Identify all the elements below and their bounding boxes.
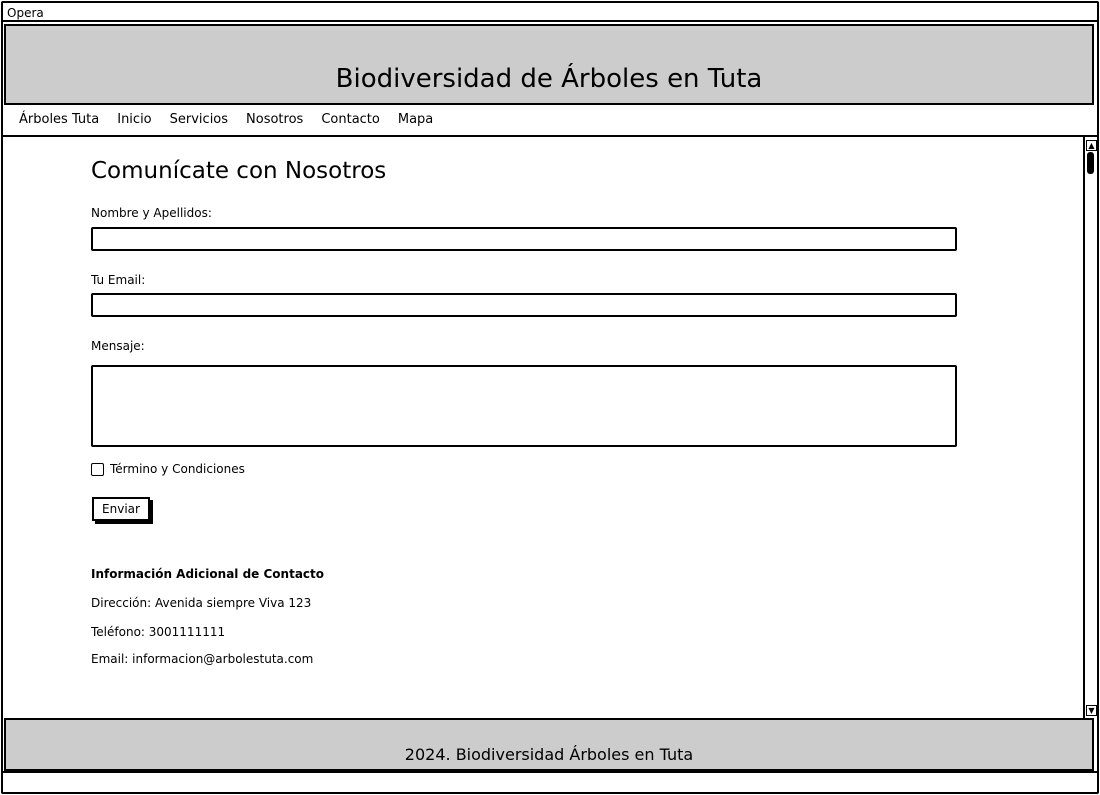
scroll-thumb[interactable] [1087,152,1094,174]
nav-item-contacto[interactable]: Contacto [321,112,380,127]
terms-checkbox[interactable] [91,463,104,476]
browser-statusbar [3,771,1097,792]
terms-row [91,461,245,477]
site-footer [4,718,1094,771]
browser-title: Opera [7,6,44,20]
scroll-down-arrow-icon[interactable]: ▼ [1086,705,1097,716]
scroll-up-arrow-icon[interactable]: ▲ [1086,140,1097,151]
contact-info-heading: Información Adicional de Contacto [91,567,325,581]
main-nav [3,105,1097,137]
nav-item-nosotros[interactable]: Nosotros [246,112,304,127]
nav-item-arboles-tuta[interactable]: Árboles Tuta [19,112,100,127]
browser-titlebar [3,3,1097,22]
message-label: Mensaje: [91,339,145,353]
name-input[interactable] [91,227,957,251]
nav-item-servicios[interactable]: Servicios [169,112,229,127]
footer-text: 2024. Biodiversidad Árboles en Tuta [404,745,694,764]
site-title: Biodiversidad de Árboles en Tuta [335,64,763,94]
submit-button[interactable]: Enviar [92,497,150,521]
page-content [3,137,1083,719]
terms-label: Término y Condiciones [110,462,245,476]
contact-email: Email: informacion@arbolestuta.com [91,652,314,666]
email-label: Tu Email: [91,273,146,287]
contact-address: Dirección: Avenida siempre Viva 123 [91,596,312,610]
email-input[interactable] [91,293,957,317]
contact-phone: Teléfono: 3001111111 [91,625,226,639]
site-header [4,24,1094,105]
name-label: Nombre y Apellidos: [91,206,212,220]
nav-item-inicio[interactable]: Inicio [117,112,152,127]
page-title: Comunícate con Nosotros [91,158,387,184]
message-textarea[interactable] [91,365,957,447]
nav-item-mapa[interactable]: Mapa [397,112,434,127]
browser-window [1,1,1099,794]
vertical-scrollbar[interactable] [1083,137,1097,719]
